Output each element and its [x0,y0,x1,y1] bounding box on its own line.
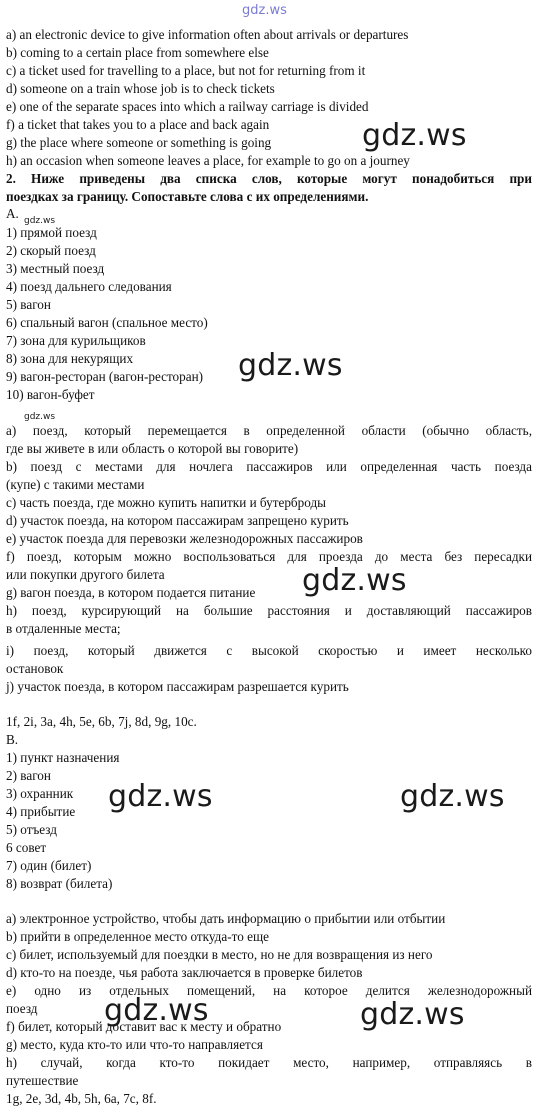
definition-line: h) an occasion when someone leaves a place, for example to go on a journey [6,153,410,168]
term-item: 8) зона для некурящих [6,351,134,366]
definition-line: e) one of the separate spaces into which a railway carriage is divided [6,99,369,114]
definition-line: c) билет, используемый для поездки в место, но не для возвращения из него [6,947,433,962]
definition-line: g) вагон поезда, в котором подается питание [6,585,256,600]
definition-line: поезд [6,1001,38,1016]
term-item: 8) возврат (билета) [6,876,113,891]
definition-line: a) электронное устройство, чтобы дать информацию о прибытии или отбытии [6,911,446,926]
definition-line: f) поезд, которым можно воспользоваться для проезда до места без пересадки [6,549,532,564]
definition-line: g) место, куда кто-то или что-то направляется [6,1037,263,1052]
definition-line: g) the place where someone or something is going [6,135,272,150]
term-item: 3) охранник [6,786,74,801]
large-watermark: gdz.ws [302,563,407,598]
definition-line: f) билет, который доставит вас к месту и обратно [6,1019,282,1034]
list-label: A. [6,206,19,221]
definition-line: или покупки другого билета [6,567,165,582]
definition-line: a) an electronic device to give information often about arrivals or departures [6,27,409,42]
definition-line: h) случай, когда кто-то покидает место, например, отправляясь в [6,1055,532,1070]
term-item: 6 совет [6,840,47,855]
answer-key: 1g, 2e, 3d, 4b, 5h, 6a, 7c, 8f. [6,1091,157,1106]
definition-line: a) поезд, который перемещается в определенной области (обычно область, [6,423,532,438]
large-watermark: gdz.ws [238,348,343,383]
definition-line: путешествие [6,1073,79,1088]
term-item: 7) зона для курильщиков [6,333,146,348]
term-item: 2) вагон [6,768,51,783]
definition-line: b) прийти в определенное место откуда-то еще [6,929,269,944]
term-item: 10) вагон-буфет [6,387,95,402]
list-label: B. [6,732,19,747]
definition-line: d) кто-то на поезде, чья работа заключается в проверке билетов [6,965,363,980]
definition-line: d) someone on a train whose job is to check tickets [6,81,275,96]
definition-line: i) поезд, который движется с высокой скоростью и имеет несколько [6,643,532,658]
definition-line: b) поезд с местами для ночлега пассажиров или определенная часть поезда [6,459,532,474]
definition-line: b) coming to a certain place from somewhere else [6,45,269,60]
large-watermark: gdz.ws [362,118,467,153]
definition-line: j) участок поезда, в котором пассажирам разрешается курить [6,679,349,694]
definition-line: в отдаленные места; [6,621,121,636]
large-watermark: gdz.ws [104,993,209,1028]
definition-line: f) a ticket that takes you to a place and back again [6,117,270,132]
answer-key: 1f, 2i, 3a, 4h, 5e, 6b, 7j, 8d, 9g, 10c. [6,714,197,729]
term-item: 3) местный поезд [6,261,105,276]
large-watermark: gdz.ws [108,779,213,814]
term-item: 9) вагон-ресторан (вагон-ресторан) [6,369,204,384]
large-watermark: gdz.ws [360,997,465,1032]
term-item: 1) прямой поезд [6,225,97,240]
definition-line: e) участок поезда для перевозки железнодорожных пассажиров [6,531,363,546]
term-item: 4) прибытие [6,804,76,819]
term-item: 5) вагон [6,297,51,312]
definition-line: (купе) с такими местами [6,477,145,492]
term-item: 5) отъезд [6,822,57,837]
header-watermark: gdz.ws [242,3,287,18]
small-watermark: gdz.ws [24,216,56,226]
term-item: 2) скорый поезд [6,243,96,258]
term-item: 6) спальный вагон (спальное место) [6,315,208,330]
definition-line: c) a ticket used for travelling to a place, but not for returning from it [6,63,366,78]
term-item: 7) один (билет) [6,858,92,873]
definition-line: остановок [6,661,64,676]
definition-line: d) участок поезда, на котором пассажирам запрещено курить [6,513,349,528]
definition-line: c) часть поезда, где можно купить напитки и бутерброды [6,495,327,510]
definition-line: h) поезд, курсирующий на большие расстояния и доставляющий пассажиров [6,603,532,618]
task-heading: поездках за границу. Сопоставьте слова с их определениями. [6,189,369,204]
term-item: 1) пункт назначения [6,750,120,765]
large-watermark: gdz.ws [400,779,505,814]
definition-line: где вы живете в или область о которой вы говорите) [6,441,299,456]
small-watermark: gdz.ws [24,412,56,422]
term-item: 4) поезд дальнего следования [6,279,172,294]
task-heading: 2. Ниже приведены два списка слов, которые могут понадобиться при [6,171,532,186]
definition-line: e) одно из отдельных помещений, на которое делится железнодорожный [6,983,532,998]
